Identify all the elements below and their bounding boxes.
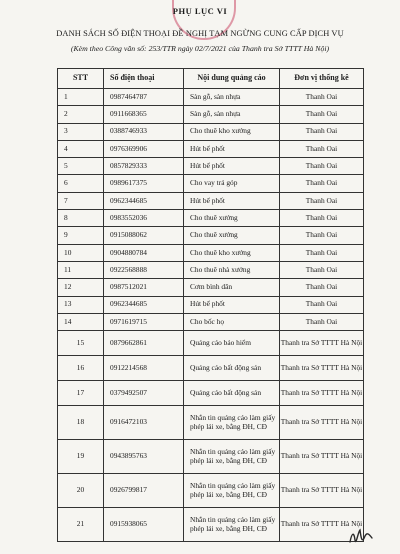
cell-content: Hút bể phốt (184, 140, 280, 157)
cell-phone: 0857829333 (104, 158, 184, 175)
table-row (58, 261, 364, 278)
cell-content: Hút bể phốt (184, 192, 280, 209)
table-row (58, 406, 364, 440)
cell-content: Nhắn tin quảng cáo làm giấy phép lái xe, bằng ĐH, CĐ (184, 406, 280, 440)
cell-stt: 18 (58, 406, 104, 440)
cell-unit: Thanh Oai (280, 140, 364, 157)
table-row (58, 106, 364, 123)
cell-content: Quảng cáo bất động sản (184, 356, 280, 381)
table-row (58, 356, 364, 381)
table-row (58, 381, 364, 406)
table-row (58, 89, 364, 106)
table-row (58, 313, 364, 330)
cell-phone: 0388746933 (104, 123, 184, 140)
cell-content: Nhắn tin quảng cáo làm giấy phép lái xe, bằng ĐH, CĐ (184, 440, 280, 474)
table-row (58, 331, 364, 356)
document-subtitle: (Kèm theo Công văn số: 253/TTR ngày 02/7/2021 của Thanh tra Sở TTTT Hà Nội) (70, 44, 330, 53)
table-row (58, 508, 364, 542)
cell-unit: Thanh tra Sở TTTT Hà Nội (280, 508, 364, 542)
cell-phone: 0912214568 (104, 356, 184, 381)
cell-stt: 17 (58, 381, 104, 406)
cell-phone: 0926799817 (104, 474, 184, 508)
header-unit: Đơn vị thống kê (280, 69, 364, 89)
cell-stt: 15 (58, 331, 104, 356)
cell-content: Cho thuê kho xưởng (184, 244, 280, 261)
cell-unit: Thanh Oai (280, 313, 364, 330)
cell-content: Cho thuê xưởng (184, 227, 280, 244)
cell-stt: 21 (58, 508, 104, 542)
table-row (58, 296, 364, 313)
table-row (58, 279, 364, 296)
cell-unit: Thanh Oai (280, 227, 364, 244)
cell-phone: 0987512021 (104, 279, 184, 296)
cell-stt: 8 (58, 210, 104, 227)
cell-phone: 0904880784 (104, 244, 184, 261)
cell-content: Cho vay trả góp (184, 175, 280, 192)
table-header-row (58, 69, 364, 89)
signature-mark (346, 524, 376, 548)
cell-unit: Thanh Oai (280, 158, 364, 175)
cell-unit: Thanh tra Sở TTTT Hà Nội (280, 331, 364, 356)
cell-unit: Thanh tra Sở TTTT Hà Nội (280, 381, 364, 406)
cell-content: Quảng cáo bảo hiểm (184, 331, 280, 356)
cell-unit: Thanh tra Sở TTTT Hà Nội (280, 440, 364, 474)
cell-unit: Thanh tra Sở TTTT Hà Nội (280, 474, 364, 508)
table-row (58, 192, 364, 209)
cell-unit: Thanh Oai (280, 210, 364, 227)
cell-phone: 0911668365 (104, 106, 184, 123)
cell-stt: 7 (58, 192, 104, 209)
cell-stt: 12 (58, 279, 104, 296)
cell-content: Sàn gỗ, sàn nhựa (184, 89, 280, 106)
cell-phone: 0962344685 (104, 192, 184, 209)
cell-stt: 1 (58, 89, 104, 106)
cell-unit: Thanh Oai (280, 279, 364, 296)
cell-phone: 0989617375 (104, 175, 184, 192)
cell-phone: 0976369906 (104, 140, 184, 157)
phone-number-table (57, 68, 364, 542)
document-title: DANH SÁCH SỐ ĐIỆN THOẠI ĐỀ NGHỊ TẠM NGỪNG CUNG CẤP DỊCH VỤ (56, 29, 344, 38)
cell-content: Cho thuê kho xưởng (184, 123, 280, 140)
cell-phone: 0915088062 (104, 227, 184, 244)
cell-stt: 3 (58, 123, 104, 140)
cell-unit: Thanh Oai (280, 261, 364, 278)
cell-stt: 11 (58, 261, 104, 278)
header-content: Nội dung quảng cáo (184, 69, 280, 89)
cell-phone: 0987464787 (104, 89, 184, 106)
cell-stt: 4 (58, 140, 104, 157)
table-row (58, 244, 364, 261)
cell-content: Hút bể phốt (184, 158, 280, 175)
cell-content: Hút bể phốt (184, 296, 280, 313)
cell-unit: Thanh Oai (280, 106, 364, 123)
cell-stt: 10 (58, 244, 104, 261)
cell-content: Cơm bình dân (184, 279, 280, 296)
cell-content: Nhắn tin quảng cáo làm giấy phép lái xe, bằng ĐH, CĐ (184, 508, 280, 542)
cell-phone: 0915938065 (104, 508, 184, 542)
cell-content: Cho thuê nhà xưởng (184, 261, 280, 278)
table-row (58, 474, 364, 508)
table-row (58, 140, 364, 157)
cell-unit: Thanh Oai (280, 89, 364, 106)
cell-unit: Thanh tra Sở TTTT Hà Nội (280, 356, 364, 381)
table-row (58, 227, 364, 244)
cell-content: Cho bốc họ (184, 313, 280, 330)
appendix-label: PHỤ LỤC VI (172, 6, 228, 16)
cell-unit: Thanh Oai (280, 175, 364, 192)
cell-unit: Thanh Oai (280, 123, 364, 140)
cell-phone: 0962344685 (104, 296, 184, 313)
table-row (58, 158, 364, 175)
cell-phone: 0916472103 (104, 406, 184, 440)
table-row (58, 440, 364, 474)
cell-phone: 0922568888 (104, 261, 184, 278)
cell-phone: 0379492507 (104, 381, 184, 406)
cell-stt: 5 (58, 158, 104, 175)
cell-stt: 13 (58, 296, 104, 313)
cell-content: Quảng cáo bất động sản (184, 381, 280, 406)
cell-stt: 6 (58, 175, 104, 192)
cell-phone: 0971619715 (104, 313, 184, 330)
header-phone: Số điện thoại (104, 69, 184, 89)
cell-stt: 16 (58, 356, 104, 381)
table-row (58, 210, 364, 227)
table-row (58, 175, 364, 192)
cell-content: Cho thuê xưởng (184, 210, 280, 227)
cell-stt: 2 (58, 106, 104, 123)
cell-content: Sàn gỗ, sàn nhựa (184, 106, 280, 123)
header-stt: STT (58, 69, 104, 89)
table-row (58, 123, 364, 140)
cell-stt: 9 (58, 227, 104, 244)
cell-stt: 19 (58, 440, 104, 474)
cell-phone: 0879662861 (104, 331, 184, 356)
cell-phone: 0983552036 (104, 210, 184, 227)
cell-stt: 20 (58, 474, 104, 508)
cell-unit: Thanh Oai (280, 244, 364, 261)
cell-stt: 14 (58, 313, 104, 330)
cell-content: Nhắn tin quảng cáo làm giấy phép lái xe, bằng ĐH, CĐ (184, 474, 280, 508)
cell-unit: Thanh tra Sở TTTT Hà Nội (280, 406, 364, 440)
cell-phone: 0943895763 (104, 440, 184, 474)
cell-unit: Thanh Oai (280, 192, 364, 209)
cell-unit: Thanh Oai (280, 296, 364, 313)
